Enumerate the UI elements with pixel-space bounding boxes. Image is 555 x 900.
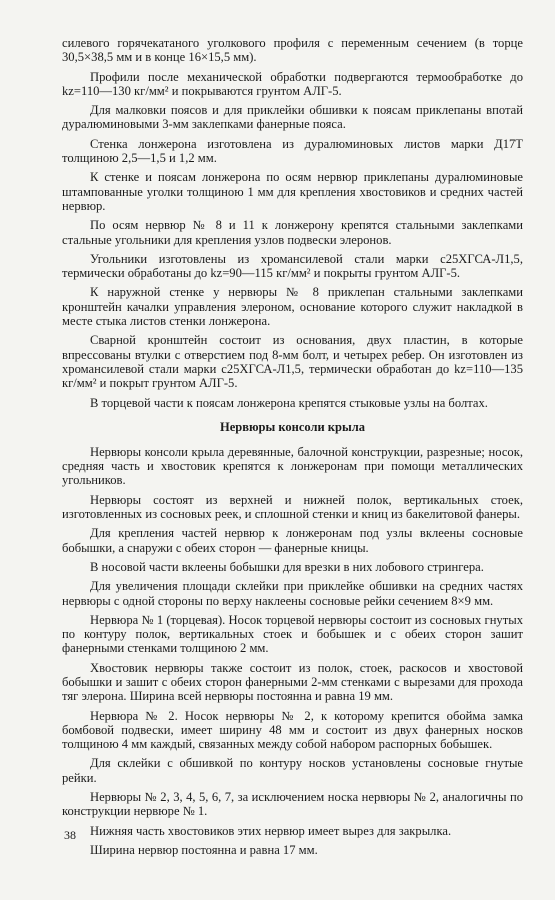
paragraph-2: Профили после механической обработки подвергаются термообработке до kz=110—130 кг/мм² и покрываются грунтом АЛГ-5.: [62, 69, 523, 98]
paragraph-7: Угольники изготовлены из хромансилевой стали марки с25ХГСА-Л1,5, термически обработаны до kz=90—115 кг/мм² и покрыты грунтом АЛГ-5.: [62, 251, 523, 281]
paragraph-17: Хвостовик нервюры также состоит из полок, стоек, раскосов и хвостовой бобышки и зашит с обеих сторон фанерными 2-мм стенками с вырезами для прохода тяг элерона. Ширина всей нервюры постоянна и равна 19 мм.: [62, 660, 523, 704]
paragraph-4: Стенка лонжерона изготовлена из дуралюминовых листов марки Д17Т толщиною 2,5—1,5 и 1,2 мм.: [62, 136, 523, 166]
paragraph-16: Нервюра № 1 (торцевая). Носок торцевой нервюры состоит из сосновых гнутых по контуру полок, вертикальных стоек и бобышек и с обеих сторон зашит фанерными стенками толщиною 2 мм.: [62, 612, 523, 656]
paragraph-14: В носовой части вклеены бобышки для врезки в них лобового стрингера.: [90, 559, 484, 574]
paragraph-6: По осям нервюр № 8 и 11 к лонжерону крепятся стальными заклепками стальные угольники для крепления узлов подвески элеронов.: [62, 218, 523, 247]
paragraph-21: Нижняя часть хвостовиков этих нервюр имеет вырез для закрылка.: [90, 823, 452, 838]
paragraph-12: Нервюры состоят из верхней и нижней полок, вертикальных стоек, изготовленных из сосновых реек, и сплошной стенки и книц из бакелитовой фанеры.: [62, 492, 523, 522]
paragraph-19: Для склейки с обшивкой по контуру носков установлены сосновые гнутые рейки.: [62, 756, 523, 785]
paragraph-1: силевого горячекатаного уголкового профиля с переменным сечением (в торце 30,5×38,5 мм и в конце 16×15,5 мм).: [62, 36, 523, 65]
paragraph-22: Ширина нервюр постоянна и равна 17 мм.: [90, 842, 318, 857]
paragraph-10: В торцевой части к поясам лонжерона крепятся стыковые узлы на болтах.: [90, 395, 488, 410]
paragraph-3: Для малковки поясов и для приклейки обшивки к поясам приклепаны впотай дуралюминовыми 3-мм заклепками фанерные пояса.: [62, 103, 523, 132]
paragraph-20: Нервюры № 2, 3, 4, 5, 6, 7, за исключением носка нервюры № 2, аналогичны по конструкции нервюре № 1.: [62, 790, 523, 819]
paragraph-8: К наружной стенке у нервюры № 8 приклепан стальными заклепками кронштейн качалки управления элероном, основание которого служит накладкой в месте стыка листов стенки лонжерона.: [62, 285, 523, 329]
section-heading: Нервюры консоли крыла: [219, 419, 365, 434]
paragraph-5: К стенке и поясам лонжерона по осям нервюр приклепаны дуралюминовые штампованные уголки толщиною 1 мм для крепления хвостовиков и средних частей нервюр.: [62, 170, 523, 213]
paragraph-9: Сварной кронштейн состоит из основания, двух пластин, в которые впрессованы втулки с отверстием под 8-мм болт, и четырех ребер. Он изготовлен из хромансилевой стали марки с25ХГСА-Л1,5, термически обработан до kz=110—135 кг/мм² и покрыт грунтом АЛГ-5.: [62, 333, 523, 391]
page-number: 38: [64, 828, 76, 842]
paragraph-13: Для крепления частей нервюр к лонжеронам под узлы вклеены сосновые бобышки, а снаружи с обеих сторон — фанерные кницы.: [62, 526, 523, 555]
paragraph-18: Нервюра № 2. Носок нервюры № 2, к которому крепится обойма замка бомбовой подвески, имеет ширину 48 мм и состоит из двух фанерных носков толщиною 4 мм каждый, связанных между собой набором распорных бобышек.: [62, 708, 523, 752]
paragraph-15: Для увеличения площади склейки при приклейке обшивки на средних частях нервюры с одной стороны по верху наклеены сосновые рейки сечением 8×9 мм.: [62, 579, 523, 608]
paragraph-11: Нервюры консоли крыла деревянные, балочной конструкции, разрезные; носок, средняя часть и хвостовик крепятся к лонжеронам при помощи металлических угольников.: [62, 444, 523, 488]
